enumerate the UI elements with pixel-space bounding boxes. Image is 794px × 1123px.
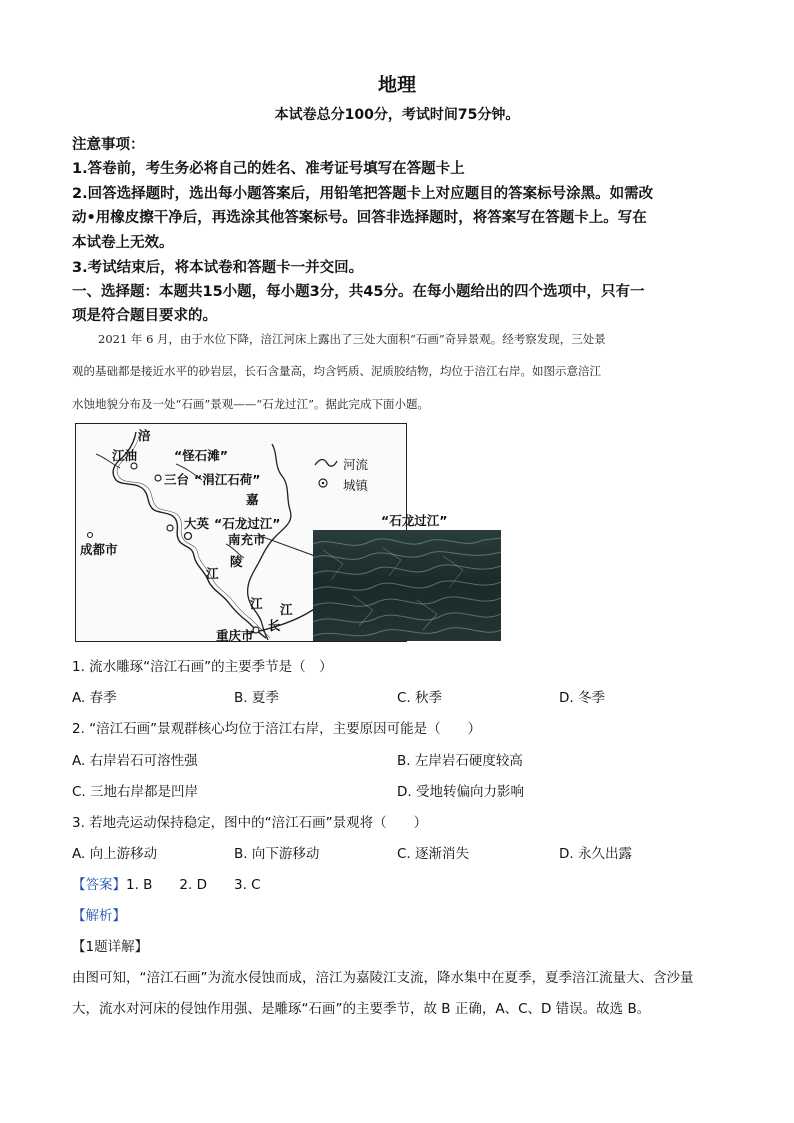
map-label-nanchong: 南充市 — [228, 532, 266, 547]
map-label-guaishitan: “怪石滩” — [174, 448, 228, 463]
river-legend-icon — [314, 457, 338, 469]
page-title: 地理 — [377, 74, 416, 96]
option-b[interactable]: B. 向下游移动 — [234, 846, 320, 862]
option-b[interactable]: B. 夏季 — [234, 690, 279, 706]
map-label-juanjiangshihe: “涓江石荷” — [194, 472, 261, 487]
legend-town-label: 城镇 — [343, 478, 369, 493]
photo-texture — [313, 530, 501, 641]
notice-item: 3.考试结束后，将本试卷和答题卡一并交回。 — [72, 260, 364, 276]
passage-line: 观的基础都是接近水平的砂岩层，长石含量高，均含钙质、泥质胶结物，均位于涪江右岸。如图示意涪江 — [72, 364, 601, 378]
option-d[interactable]: D. 永久出露 — [559, 846, 632, 862]
option-c[interactable]: C. 秋季 — [397, 690, 443, 706]
detail-line: 由图可知，“涪江石画”为流水侵蚀而成，涪江为嘉陵江支流，降水集中在夏季，夏季涪江流量大、含沙量 — [72, 970, 694, 986]
map-label-santai: 三台 — [164, 472, 190, 487]
town-legend-icon — [317, 477, 329, 489]
passage-line: 水蚀地貌分布及一处“石画”景观——“石龙过江”。据此完成下面小题。 — [72, 397, 430, 411]
legend-river-label: 河流 — [343, 457, 369, 472]
option-c[interactable]: C. 逐渐消失 — [397, 846, 470, 862]
map-label-jia: 嘉 — [246, 492, 259, 507]
map-label-jiang: 江 — [280, 602, 293, 617]
analysis-tag: 【解析】 — [72, 908, 126, 924]
notice-item: 1.答卷前，考生务必将自己的姓名、准考证号填写在答题卡上 — [72, 161, 465, 177]
question-stem: 2. “涪江石画”景观群核心均位于涪江右岸，主要原因可能是（ ） — [72, 721, 482, 737]
map-label-jiang: 江 — [206, 566, 219, 581]
notice-item: 动•用橡皮擦干净后，再选涂其他答案标号。回答非选择题时，将答案写在答题卡上。写在 — [72, 210, 647, 226]
option-a[interactable]: A. 春季 — [72, 690, 117, 706]
shilong-photo — [313, 530, 501, 641]
map-label-jiangyou: 江油 — [112, 448, 138, 463]
option-c[interactable]: C. 三地右岸都是凹岸 — [72, 784, 199, 800]
answer-tag: 【答案】 — [72, 877, 126, 893]
notice-item: 2.回答选择题时，选出每小题答案后，用铅笔把答题卡上对应题目的答案标号涂黑。如需改 — [72, 186, 654, 202]
section-instruction: 项是符合题目要求的。 — [72, 308, 217, 324]
map-label-chang: 长 — [268, 618, 281, 633]
page-subtitle: 本试卷总分100分，考试时间75分钟。 — [274, 107, 520, 123]
photo-title: “石龙过江” — [381, 513, 448, 528]
map-label-daying: 大英 — [184, 516, 210, 531]
answer-line — [72, 873, 261, 893]
detail-heading: 【1题详解】 — [72, 939, 149, 955]
map-label-shilongguojiang: “石龙过江” — [214, 516, 281, 531]
passage-line: 2021 年 6 月，由于水位下降，涪江河床上露出了三处大面积“石画”奇异景观。经考察发现，三处景 — [98, 332, 606, 346]
option-d[interactable]: D. 受地转偏向力影响 — [397, 784, 524, 800]
map-label-ling: 陵 — [230, 554, 243, 569]
option-b[interactable]: B. 左岸岩石硬度较高 — [397, 753, 523, 769]
option-a[interactable]: A. 向上游移动 — [72, 846, 158, 862]
notice-heading: 注意事项： — [72, 137, 145, 153]
option-d[interactable]: D. 冬季 — [559, 690, 605, 706]
map-label-chongqing: 重庆市 — [216, 628, 254, 642]
notice-item: 本试卷上无效。 — [72, 235, 174, 251]
question-stem: 3. 若地壳运动保持稳定，图中的“涪江石画”景观将（ ） — [72, 815, 428, 831]
map-label-fu: 涪 — [138, 428, 151, 443]
connector-line — [260, 530, 320, 560]
map-label-jiang: 江 — [250, 596, 263, 611]
answer-text: 1. B 2. D 3. C — [126, 877, 261, 893]
option-a[interactable]: A. 右岸岩石可溶性强 — [72, 753, 198, 769]
section-instruction: 一、选择题：本题共15小题，每小题3分，共45分。在每小题给出的四个选项中，只有一 — [72, 284, 645, 300]
question-stem: 1. 流水雕琢“涪江石画”的主要季节是（ ） — [72, 659, 333, 675]
detail-line: 大，流水对河床的侵蚀作用强、是雕琢“石画”的主要季节，故 B 正确，A、C、D 错误。故选 B。 — [72, 1001, 651, 1017]
map-label-chengdu: 成都市 — [80, 542, 118, 557]
